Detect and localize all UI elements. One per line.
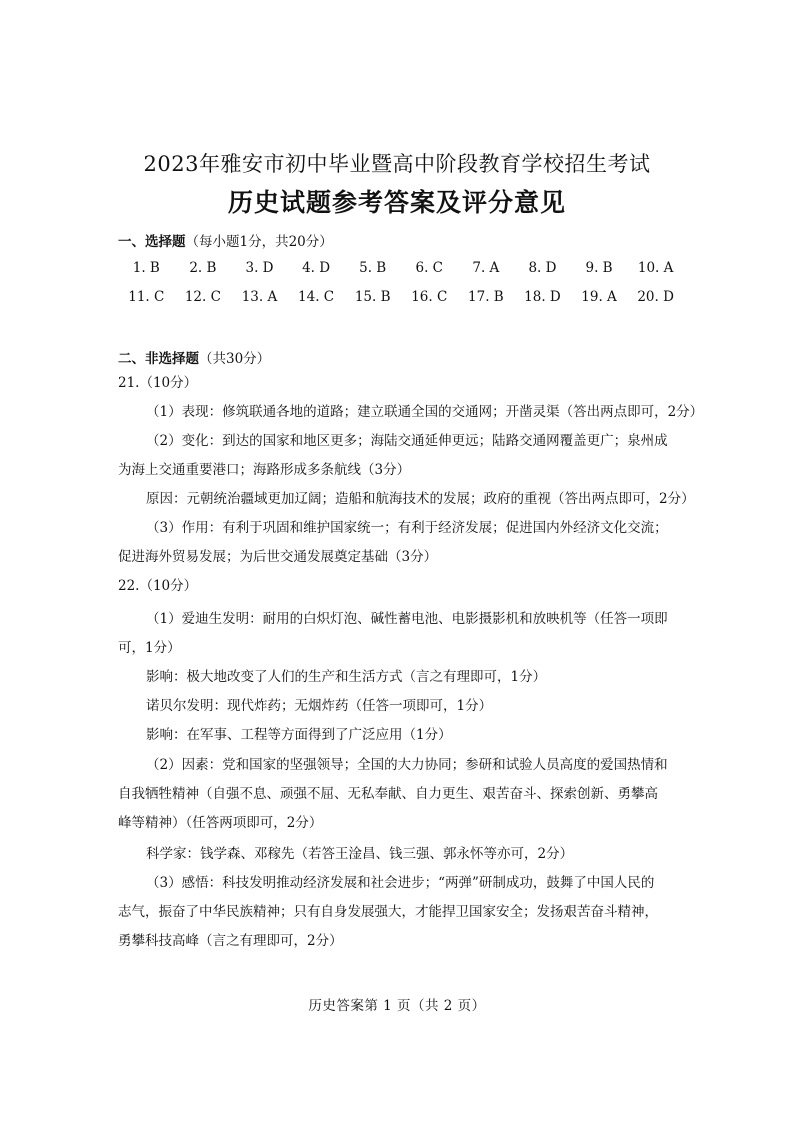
q22-line: （2）因素：党和国家的坚强领导；全国的大力协同；参研和试验人员高度的爱国热情和 bbox=[146, 757, 668, 773]
section-choice-note: （每小题1分，共20分） bbox=[185, 234, 333, 250]
choice-answer: 4. D bbox=[302, 260, 331, 276]
choice-answer: 19. A bbox=[581, 289, 617, 305]
q22-line: （3）感悟：科技发明推动经济发展和社会进步；“两弹”研制成功，鼓舞了中国人民的 bbox=[146, 875, 655, 891]
q21-line: 原因：元朝统治疆域更加辽阔；造船和航海技术的发展；政府的重视（答出两点即可，2分） bbox=[146, 491, 695, 507]
q22-line: 影响：在军事、工程等方面得到了广泛应用（1分） bbox=[146, 727, 452, 743]
section-choice-heading bbox=[118, 230, 333, 250]
choice-answer: 8. D bbox=[528, 260, 557, 276]
choice-answer: 7. A bbox=[472, 260, 500, 276]
q21-line: 为海上交通重要港口；海路形成多条航线（3分） bbox=[118, 462, 411, 478]
q22-line: 影响：极大地改变了人们的生产和生活方式（言之有理即可，1分） bbox=[146, 669, 547, 685]
choice-answer: 13. A bbox=[241, 289, 278, 305]
choice-answer: 2. B bbox=[189, 260, 217, 276]
q22-line: 勇攀科技高峰（言之有理即可，2分） bbox=[118, 933, 343, 949]
q22-line: 科学家：钱学森、邓稼先（若答王淦昌、钱三强、郭永怀等亦可，2分） bbox=[146, 846, 574, 862]
choice-answer: 11. C bbox=[128, 289, 165, 305]
q22-heading: 22.（10分） bbox=[118, 578, 198, 594]
choice-answer: 18. D bbox=[524, 289, 561, 305]
choice-answer: 16. C bbox=[411, 289, 448, 305]
page-footer: 历史答案第 1 页（共 2 页） bbox=[308, 998, 486, 1014]
q21-line: 促进海外贸易发展；为后世交通发展奠定基础（3分） bbox=[118, 549, 438, 565]
document-title: 历史试题参考答案及评分意见 bbox=[227, 188, 566, 217]
section-open-note: （共30分） bbox=[199, 351, 271, 367]
q22-line: 可，1分） bbox=[118, 640, 181, 656]
choice-answer: 15. B bbox=[354, 289, 391, 305]
q21-line: （1）表现：修筑联通各地的道路；建立联通全国的交通网；开凿灵渠（答出两点即可，2分） bbox=[146, 404, 704, 420]
q22-line: （1）爱迪生发明：耐用的白炽灯泡、碱性蓄电池、电影摄影机和放映机等（任答一项即 bbox=[146, 611, 668, 627]
choice-answer: 14. C bbox=[298, 289, 335, 305]
q22-line: 峰等精神）（任答两项即可，2分） bbox=[118, 815, 323, 831]
section-open-label: 二、非选择题 bbox=[118, 351, 199, 367]
section-open-heading bbox=[118, 347, 270, 367]
choice-answer: 20. D bbox=[637, 289, 674, 305]
q21-line: （2）变化：到达的国家和地区更多；海陆交通延伸更远；陆路交通网覆盖更广；泉州成 bbox=[146, 433, 668, 449]
section-choice-label: 一、选择题 bbox=[118, 234, 186, 250]
choice-answers-row-1 bbox=[118, 260, 678, 282]
q22-line: 诺贝尔发明：现代炸药；无烟炸药（任答一项即可，1分） bbox=[146, 698, 493, 714]
q21-heading: 21.（10分） bbox=[118, 375, 198, 391]
choice-answer: 5. B bbox=[359, 260, 387, 276]
q21-line: （3）作用：有利于巩固和维护国家统一；有利于经济发展；促进国内外经济文化交流； bbox=[146, 520, 668, 536]
choice-answer: 9. B bbox=[585, 260, 613, 276]
q22-line: 志气，振奋了中华民族精神；只有自身发展强大，才能捍卫国家安全；发扬艰苦奋斗精神， bbox=[118, 904, 658, 920]
choice-answer: 17. B bbox=[468, 289, 504, 305]
choice-answer: 12. C bbox=[184, 289, 221, 305]
q22-line: 自我牺牲精神（自强不息、顽强不屈、无私奉献、自力更生、艰苦奋斗、探索创新、勇攀高 bbox=[118, 786, 658, 802]
choice-answer: 10. A bbox=[637, 260, 674, 276]
choice-answer: 3. D bbox=[245, 260, 274, 276]
choice-answer: 1. B bbox=[132, 260, 160, 276]
choice-answer: 6. C bbox=[415, 260, 444, 276]
exam-title: 2023年雅安市初中毕业暨高中阶段教育学校招生考试 bbox=[143, 152, 651, 176]
choice-answers-row-2 bbox=[118, 289, 678, 311]
